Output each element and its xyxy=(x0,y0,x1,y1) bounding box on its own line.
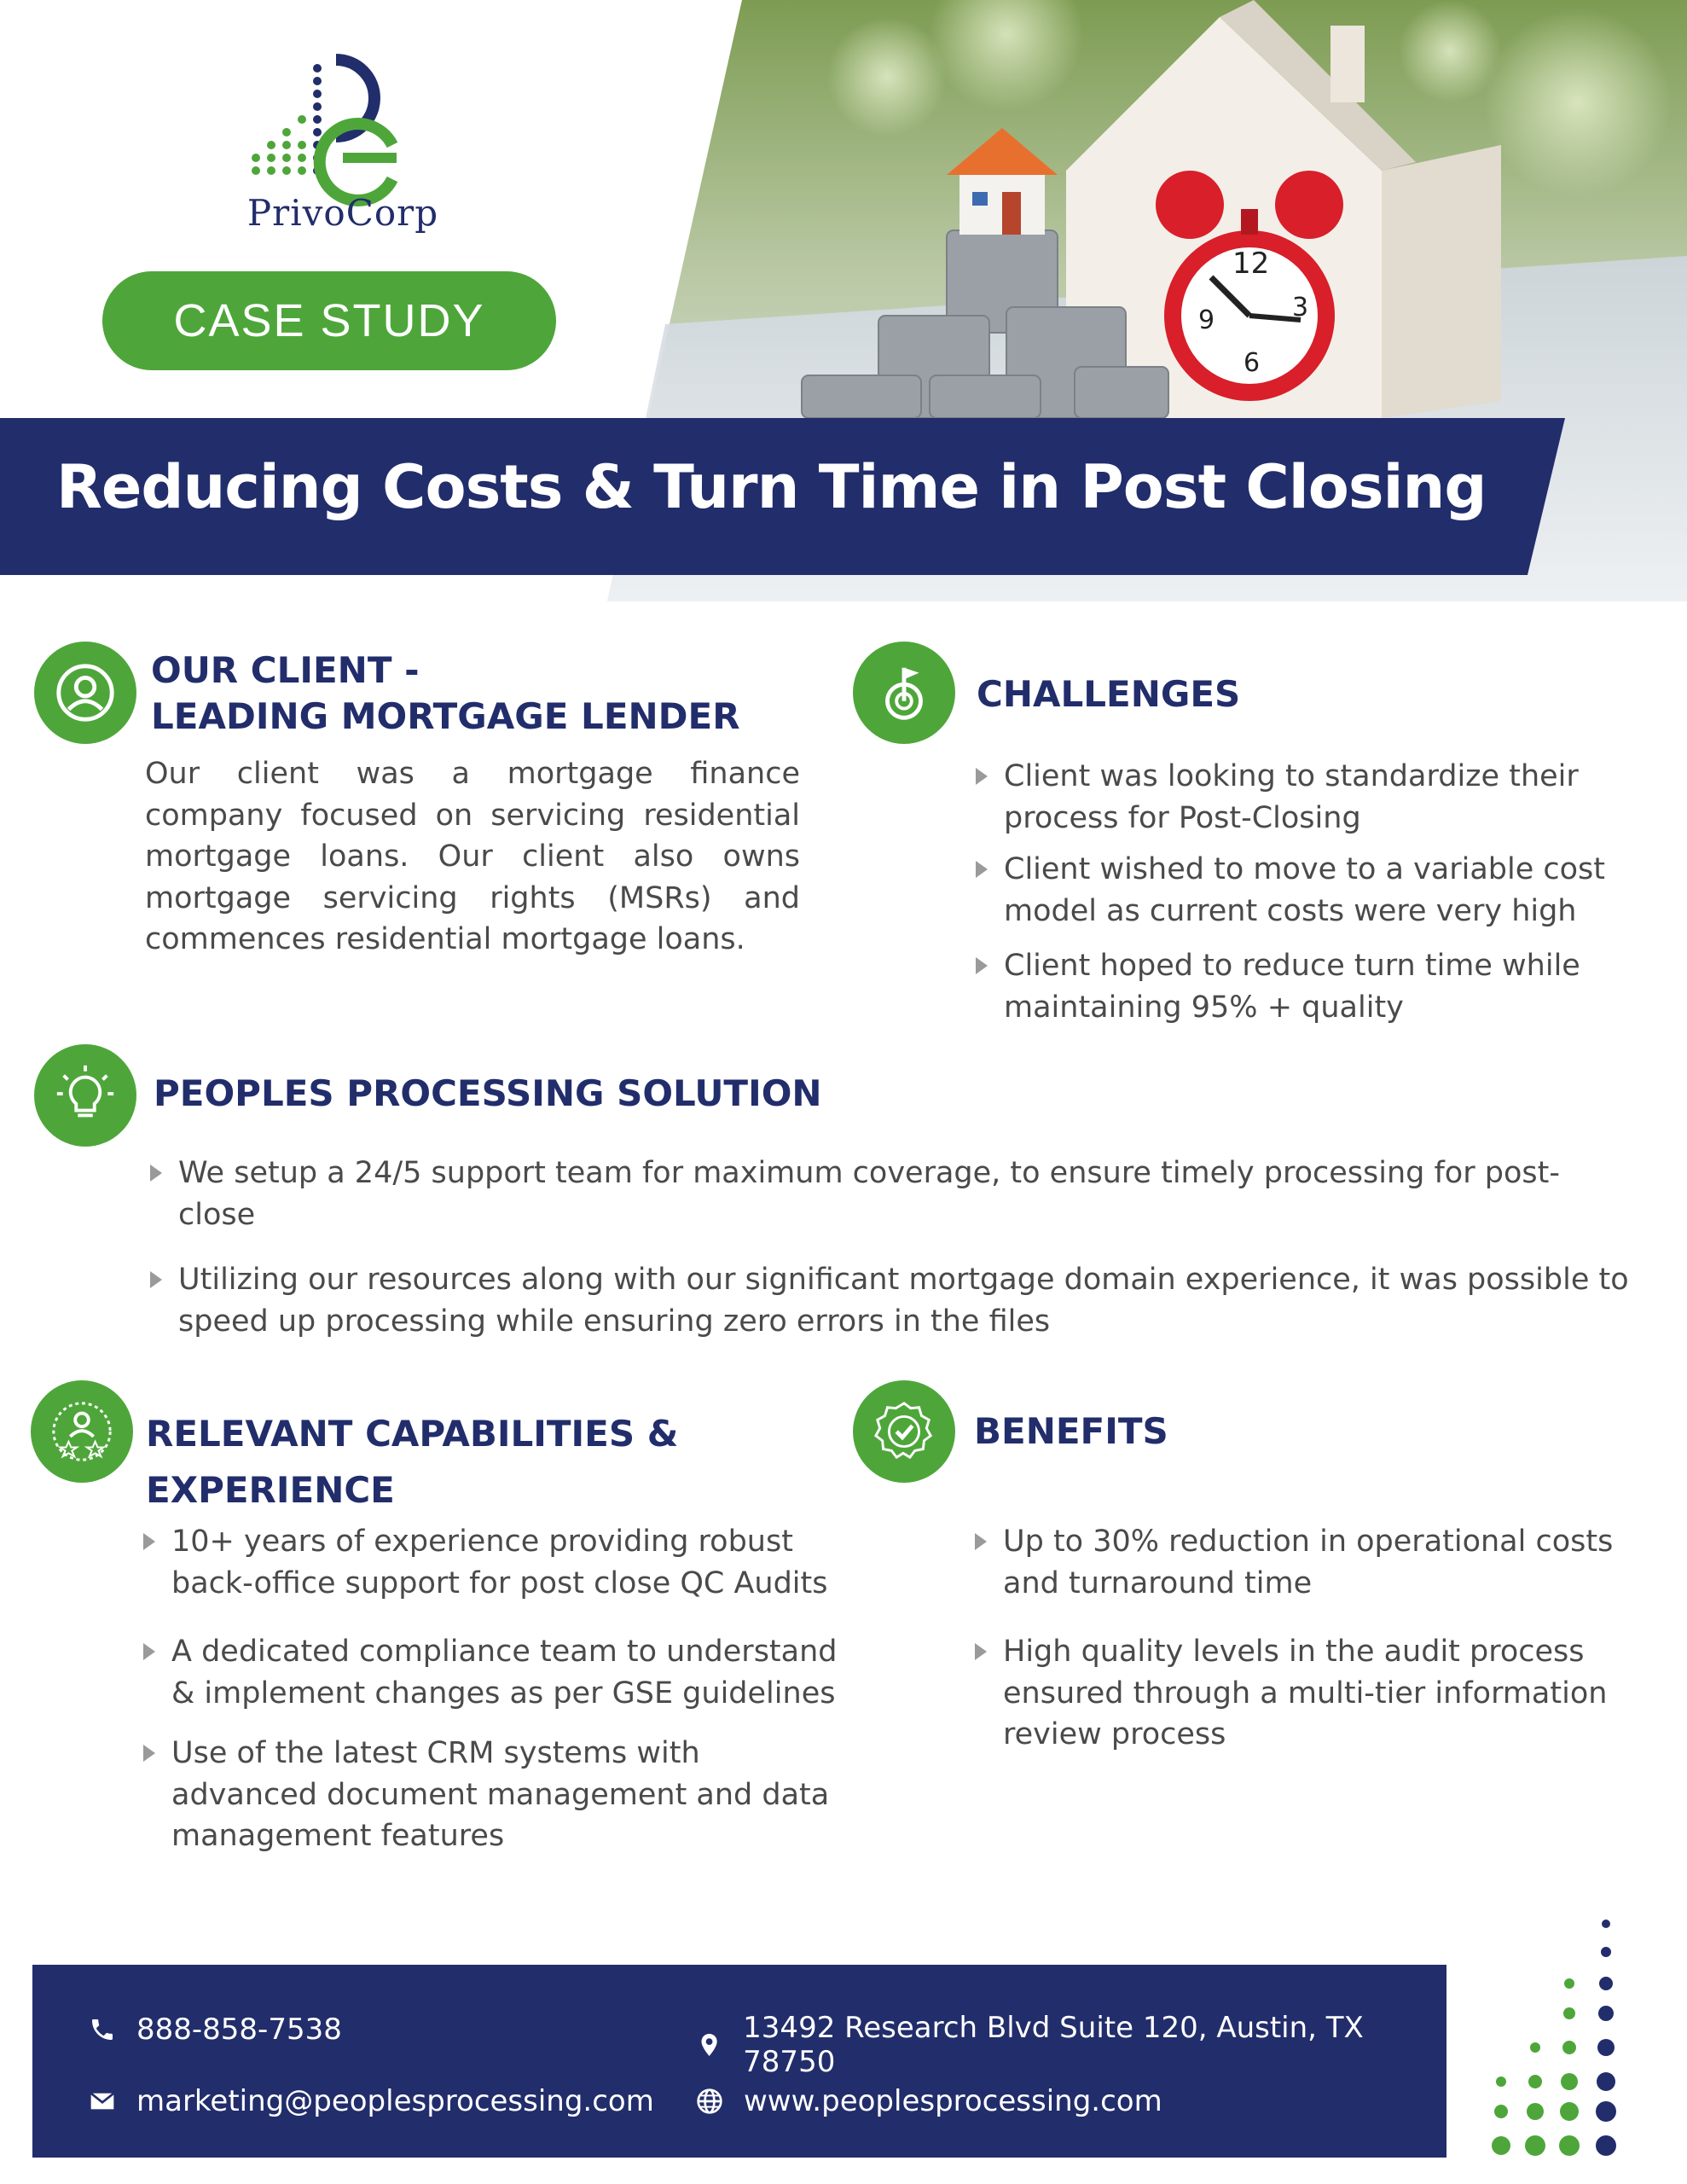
svg-text:9: 9 xyxy=(1198,305,1215,335)
svg-text:6: 6 xyxy=(1244,348,1261,378)
globe-icon xyxy=(696,2088,723,2115)
capabilities-title xyxy=(146,1406,678,1519)
capability-item: Use of the latest CRM systems with advanced document management and data management features xyxy=(142,1733,841,1857)
svg-text:12: 12 xyxy=(1232,247,1270,281)
benefits-title: BENEFITS xyxy=(974,1410,1168,1452)
email-address: marketing@peoplesprocessing.com xyxy=(136,2084,654,2118)
website-contact[interactable] xyxy=(696,2084,1162,2118)
phone-number: 888-858-7538 xyxy=(136,2013,342,2047)
brand-name: PrivoCorp xyxy=(246,192,439,234)
capabilities-team-star-icon xyxy=(31,1380,133,1483)
decorative-dot-pattern xyxy=(1484,1911,1638,2167)
envelope-icon xyxy=(89,2088,116,2115)
contact-footer xyxy=(32,1965,1446,2158)
solution-lightbulb-icon xyxy=(34,1044,136,1147)
solution-item: Utilizing our resources along with our significant mortgage domain experience, it was possible to speed up processing while ensuring zero errors in the files xyxy=(148,1259,1632,1342)
capability-item: 10+ years of experience providing robust back-office support for post close QC Audits xyxy=(142,1521,841,1604)
solution-item: We setup a 24/5 support team for maximum coverage, to ensure timely processing for post-close xyxy=(148,1153,1632,1235)
client-title xyxy=(151,648,740,740)
capabilities-title-line-1: RELEVANT CAPABILITIES & xyxy=(146,1413,679,1455)
challenges-target-icon xyxy=(853,642,955,744)
benefit-item: Up to 30% reduction in operational costs and turnaround time xyxy=(973,1521,1655,1604)
benefit-item: High quality levels in the audit process ensured through a multi-tier information review process xyxy=(973,1631,1655,1756)
challenge-item: Client wished to move to a variable cost model as current costs were very high xyxy=(974,849,1648,932)
challenge-item: Client hoped to reduce turn time while maintaining 95% + quality xyxy=(974,945,1648,1028)
address-text: 13492 Research Blvd Suite 120, Austin, TX 78750 xyxy=(743,2011,1364,2079)
capabilities-title-line-2: EXPERIENCE xyxy=(146,1469,395,1511)
client-user-icon xyxy=(34,642,136,744)
case-study-badge: CASE STUDY xyxy=(102,271,556,370)
address-contact xyxy=(696,2011,1446,2079)
email-contact[interactable] xyxy=(89,2084,654,2118)
capabilities-list xyxy=(142,1521,841,1857)
page-title: Reducing Costs & Turn Time in Post Closing xyxy=(56,452,1487,522)
phone-icon xyxy=(89,2016,116,2043)
client-title-line-2: LEADING MORTGAGE LENDER xyxy=(151,695,740,737)
client-description: Our client was a mortgage finance company focused on servicing residential mortgage loans. Our client also owns mortgage servicing rights (MSRs) and commences residential mortgage loans. xyxy=(145,757,800,956)
phone-contact[interactable] xyxy=(89,2013,342,2047)
capability-item: A dedicated compliance team to understand & implement changes as per GSE guidelines xyxy=(142,1631,841,1714)
svg-text:3: 3 xyxy=(1292,293,1309,322)
website-url: www.peoplesprocessing.com xyxy=(744,2084,1162,2118)
challenges-list xyxy=(974,756,1648,1028)
location-pin-icon xyxy=(696,2031,722,2059)
challenges-title: CHALLENGES xyxy=(977,673,1241,715)
solution-list xyxy=(148,1153,1632,1342)
challenge-item: Client was looking to standardize their process for Post-Closing xyxy=(974,756,1648,839)
solution-title: PEOPLES PROCESSING SOLUTION xyxy=(154,1072,822,1114)
benefits-badge-check-icon xyxy=(853,1380,955,1483)
benefits-list xyxy=(973,1521,1655,1756)
client-title-line-1: OUR CLIENT - xyxy=(151,649,420,691)
